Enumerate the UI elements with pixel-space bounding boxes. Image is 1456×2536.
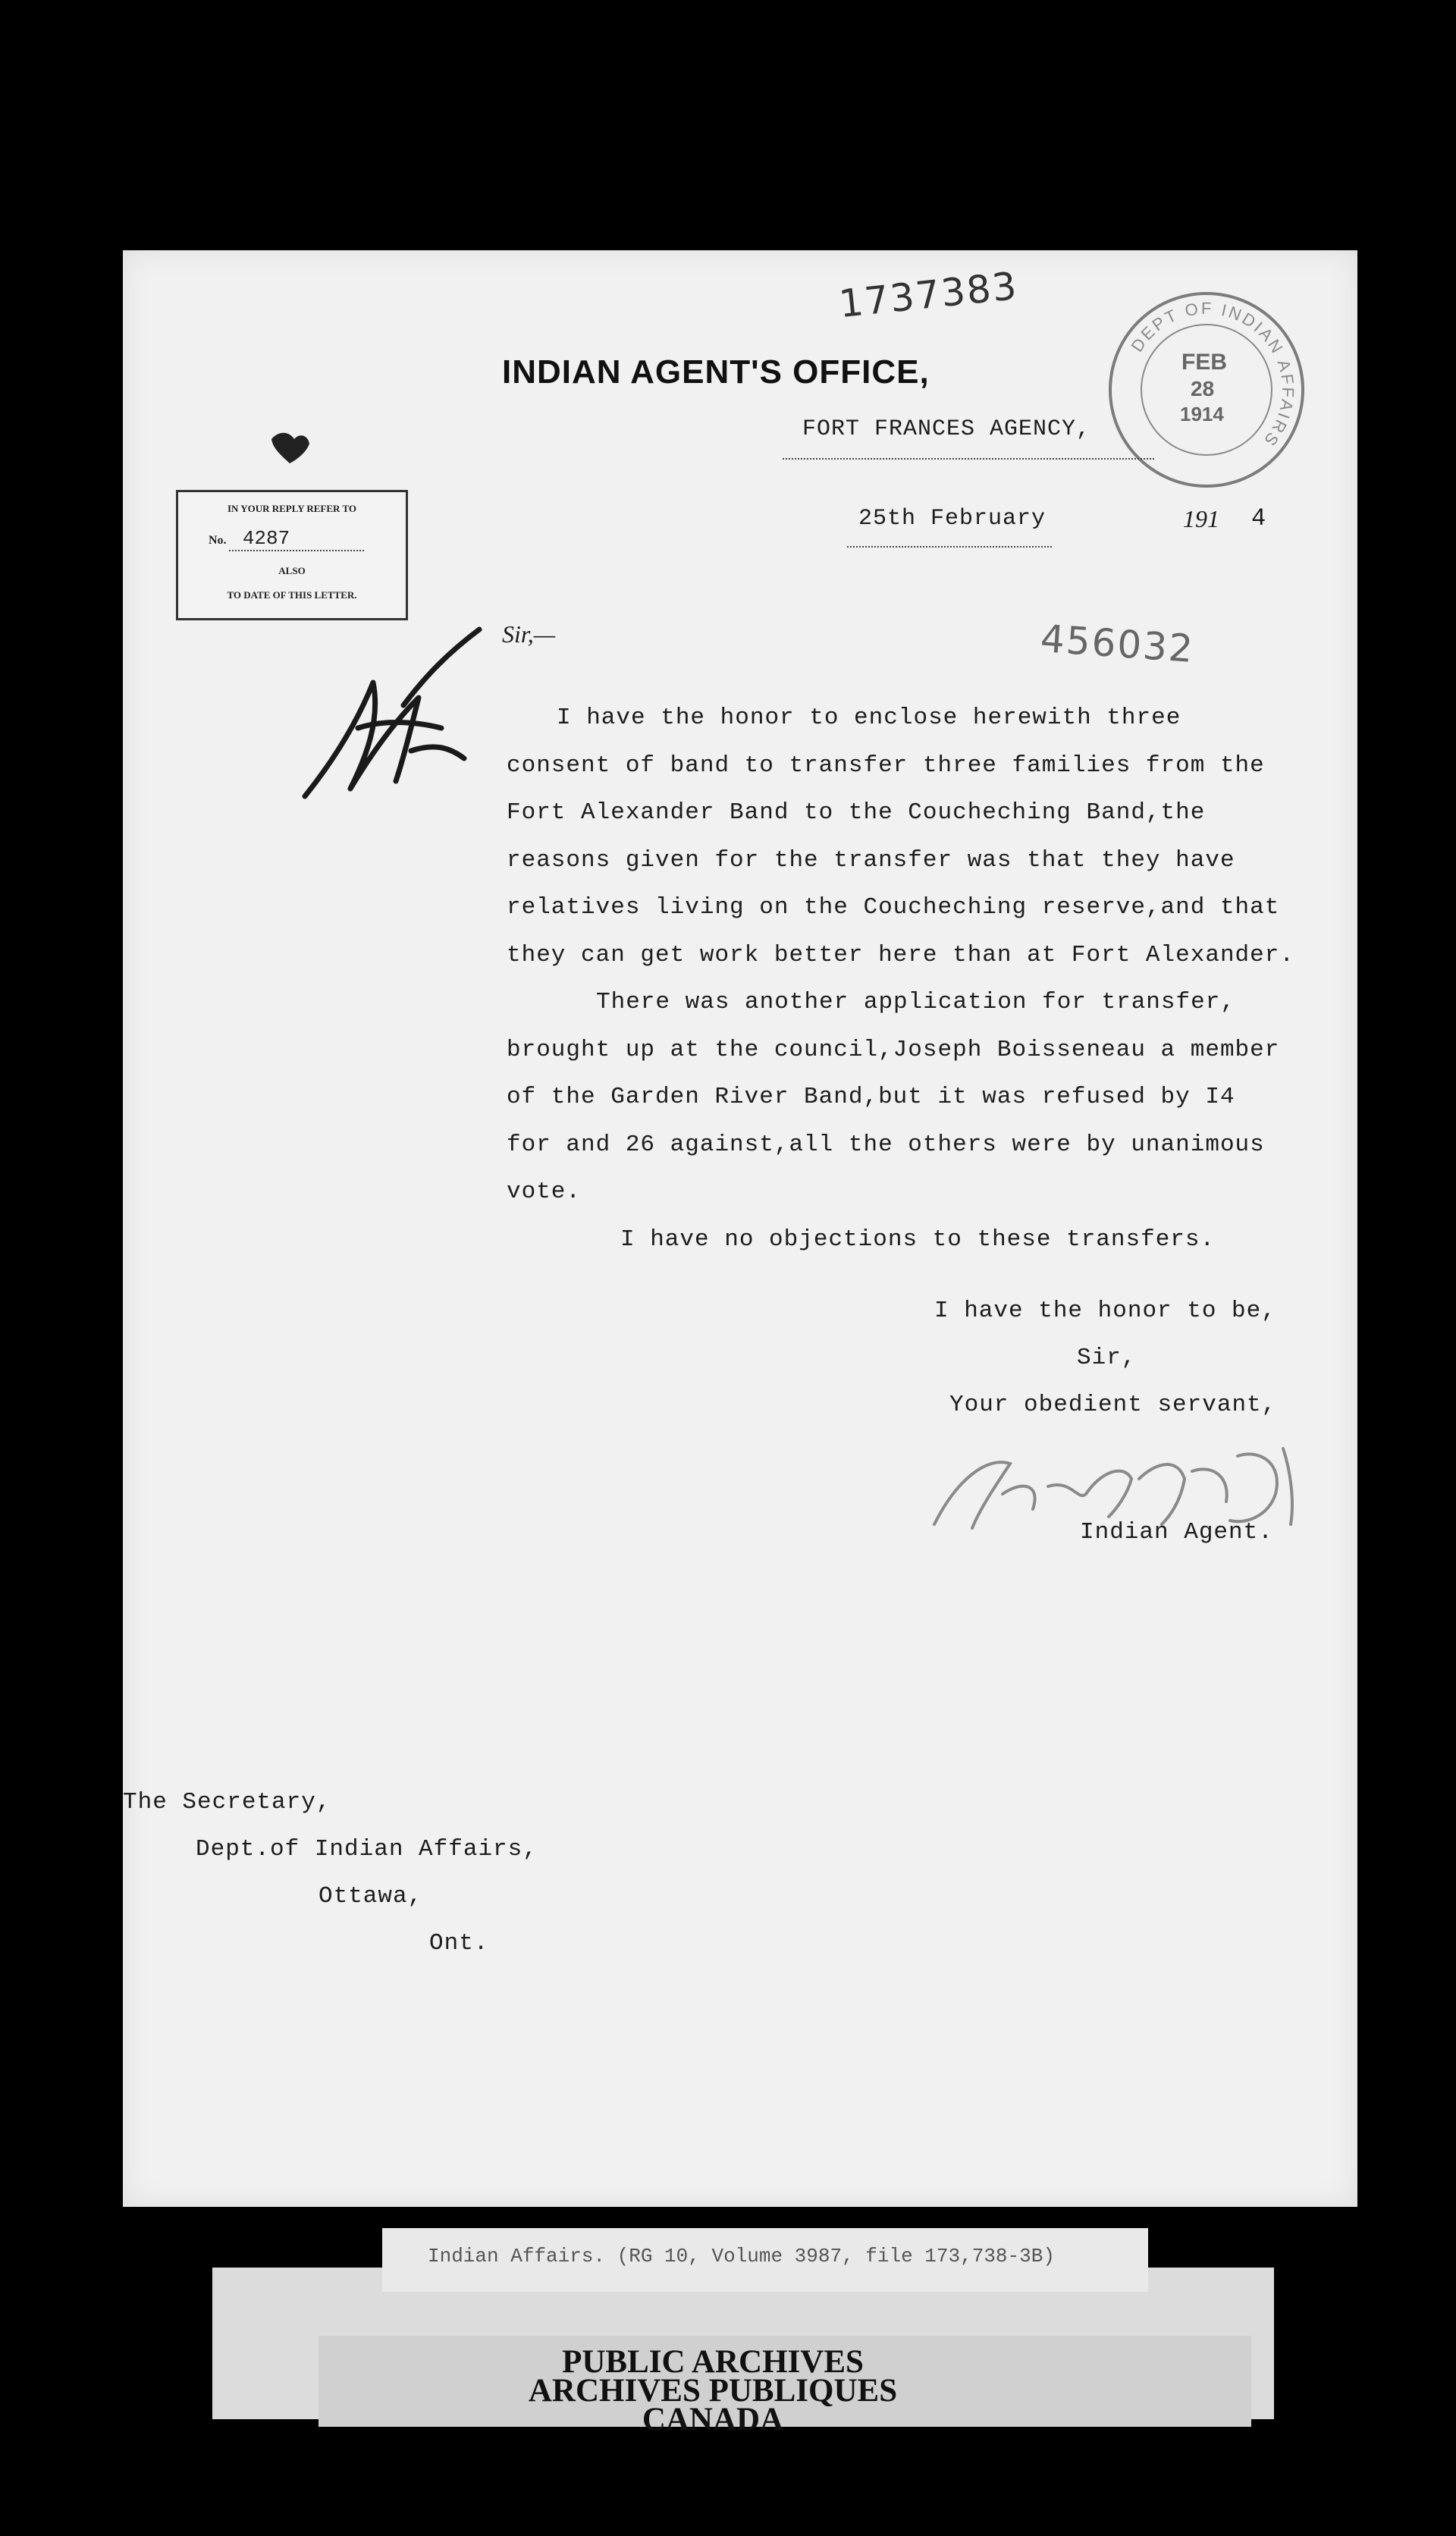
- archive-country: CANADA: [642, 2402, 784, 2437]
- recipient-line: The Secretary,: [123, 1789, 331, 1816]
- closing-honor: I have the honor to be,: [934, 1298, 1276, 1324]
- reply-box-instruction: IN YOUR REPLY REFER TO: [228, 503, 356, 514]
- office-title: INDIAN AGENT'S OFFICE,: [502, 353, 930, 391]
- recipient-line: Ont.: [429, 1930, 489, 1957]
- letter-date: 25th February: [858, 506, 1046, 532]
- recipient-line: Ottawa,: [318, 1883, 423, 1910]
- body-line: they can get work better here than at Fort Alexander.: [507, 941, 1294, 968]
- stamp-day: 28: [1191, 377, 1215, 400]
- stamp-year: 1914: [1180, 403, 1224, 425]
- stamp-month: FEB: [1181, 350, 1227, 375]
- archive-reference-strip: [382, 2228, 1148, 2292]
- reply-reference-box: [176, 490, 408, 620]
- letter-body: [507, 695, 1341, 1263]
- body-line: There was another application for transfer,: [596, 989, 1235, 1015]
- body-line: vote.: [507, 1179, 582, 1205]
- reply-box-also: ALSO: [278, 565, 306, 576]
- stamp-ring-text: DEPT OF INDIAN AFFAIRS: [1127, 298, 1298, 451]
- letter-page: [123, 250, 1357, 2207]
- body-line: of the Garden River Band,but it was refused by I4: [507, 1084, 1235, 1110]
- archive-reference: Indian Affairs. (RG 10, Volume 3987, file 173,738-3B): [428, 2245, 1055, 2268]
- reply-box-date-note: TO DATE OF THIS LETTER.: [227, 589, 357, 601]
- body-line: I have the honor to enclose herewith three: [557, 705, 1181, 731]
- body-line: for and 26 against,all the others were by unanimous: [507, 1131, 1265, 1158]
- body-line: brought up at the council,Joseph Boisseneau a member: [507, 1036, 1280, 1063]
- closing-servant: Your obedient servant,: [949, 1392, 1277, 1418]
- archive-name-en: PUBLIC ARCHIVES: [562, 2344, 864, 2380]
- agency-name: FORT FRANCES AGENCY,: [802, 416, 1091, 442]
- body-line: I have no objections to these transfers.: [620, 1226, 1216, 1253]
- reply-box-number-label: No.: [209, 534, 227, 547]
- signature-title: Indian Agent.: [1080, 1519, 1273, 1546]
- ink-mark: [268, 428, 314, 466]
- file-number-handwritten: 1737383: [836, 263, 1021, 327]
- archive-name-fr: ARCHIVES PUBLIQUES: [528, 2373, 898, 2409]
- closing-sir: Sir,: [1077, 1345, 1137, 1371]
- reply-box-number: 4287: [242, 527, 290, 550]
- year-suffix: 4: [1251, 504, 1266, 532]
- body-line: reasons given for the transfer was that they have: [507, 846, 1235, 874]
- year-prefix: 191: [1183, 505, 1219, 532]
- salutation: Sir,—: [502, 620, 556, 648]
- recipient-line: Dept.of Indian Affairs,: [196, 1836, 538, 1863]
- body-line: consent of band to transfer three families from the: [507, 752, 1265, 779]
- initials-signature: [290, 614, 487, 811]
- body-line: relatives living on the Coucheching reserve,and that: [507, 894, 1280, 921]
- archive-name: [334, 2344, 1092, 2437]
- register-number-handwritten: 456032: [1039, 616, 1196, 672]
- body-line: Fort Alexander Band to the Coucheching Band,the: [507, 799, 1206, 826]
